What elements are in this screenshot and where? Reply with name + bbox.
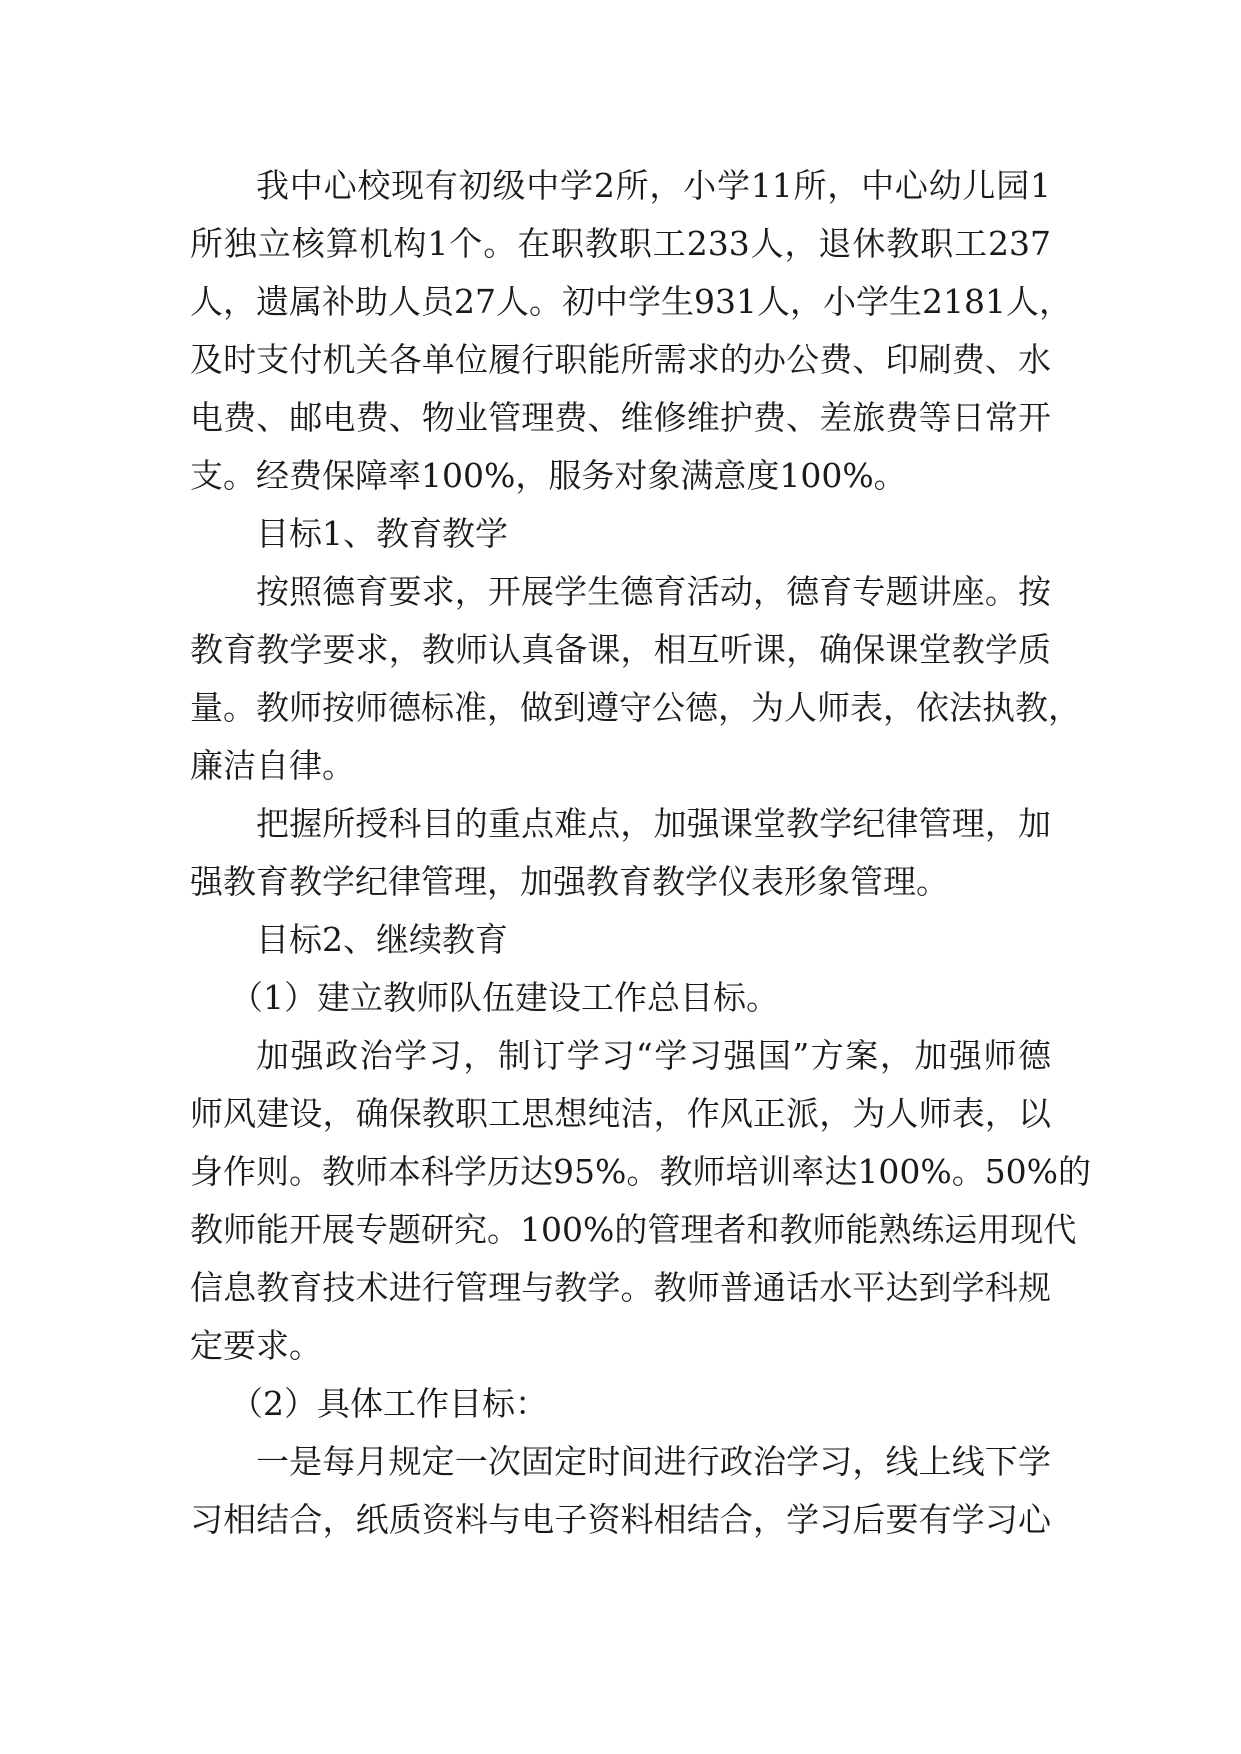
paragraph-line: 教师能开展专题研究。100%的管理者和教师能熟练运用现代 xyxy=(190,1210,1077,1249)
paragraph-line: 量。教师按师德标准，做到遵守公德，为人师表，依法执教， xyxy=(190,688,1081,727)
paragraph-line: 定要求。 xyxy=(190,1326,322,1365)
paragraph-line: 我中心校现有初级中学2所，小学11所，中心幼儿园1 xyxy=(256,166,1051,205)
document-body xyxy=(190,157,1092,1549)
paragraph-line: 所独立核算机构1个。在职教职工233人，退休教职工237 xyxy=(190,224,1051,263)
paragraph-line: 及时支付机关各单位履行职能所需求的办公费、印刷费、水 xyxy=(190,340,1051,379)
paragraph-line: 把握所授科目的重点难点，加强课堂教学纪律管理，加 xyxy=(256,804,1051,843)
paragraph-line: 身作则。教师本科学历达95%。教师培训率达100%。50%的 xyxy=(190,1152,1092,1191)
section-heading: 目标1、教育教学 xyxy=(256,514,508,553)
paragraph-line: 习相结合，纸质资料与电子资料相结合，学习后要有学习心 xyxy=(190,1500,1051,1539)
paragraph-line: 信息教育技术进行管理与教学。教师普通话水平达到学科规 xyxy=(190,1268,1051,1307)
subsection-heading: （1）建立教师队伍建设工作总目标。 xyxy=(230,978,779,1017)
paragraph-line: 教育教学要求，教师认真备课，相互听课，确保课堂教学质 xyxy=(190,630,1051,669)
paragraph-line: 师风建设，确保教职工思想纯洁，作风正派，为人师表，以 xyxy=(190,1094,1051,1133)
subsection-heading: （2）具体工作目标： xyxy=(230,1384,548,1423)
paragraph-line: 加强政治学习，制订学习“学习强国”方案，加强师德 xyxy=(256,1036,1051,1075)
paragraph-line: 支。经费保障率100%，服务对象满意度100%。 xyxy=(190,456,907,495)
paragraph-line: 按照德育要求，开展学生德育活动，德育专题讲座。按 xyxy=(256,572,1051,611)
paragraph-line: 强教育教学纪律管理，加强教育教学仪表形象管理。 xyxy=(190,862,949,901)
paragraph-line: 电费、邮电费、物业管理费、维修维护费、差旅费等日常开 xyxy=(190,398,1051,437)
section-heading: 目标2、继续教育 xyxy=(256,920,508,959)
paragraph-line: 一是每月规定一次固定时间进行政治学习，线上线下学 xyxy=(256,1442,1051,1481)
paragraph-line: 廉洁自律。 xyxy=(190,746,355,785)
paragraph-line: 人，遗属补助人员27人。初中学生931人，小学生2181人， xyxy=(190,282,1072,321)
